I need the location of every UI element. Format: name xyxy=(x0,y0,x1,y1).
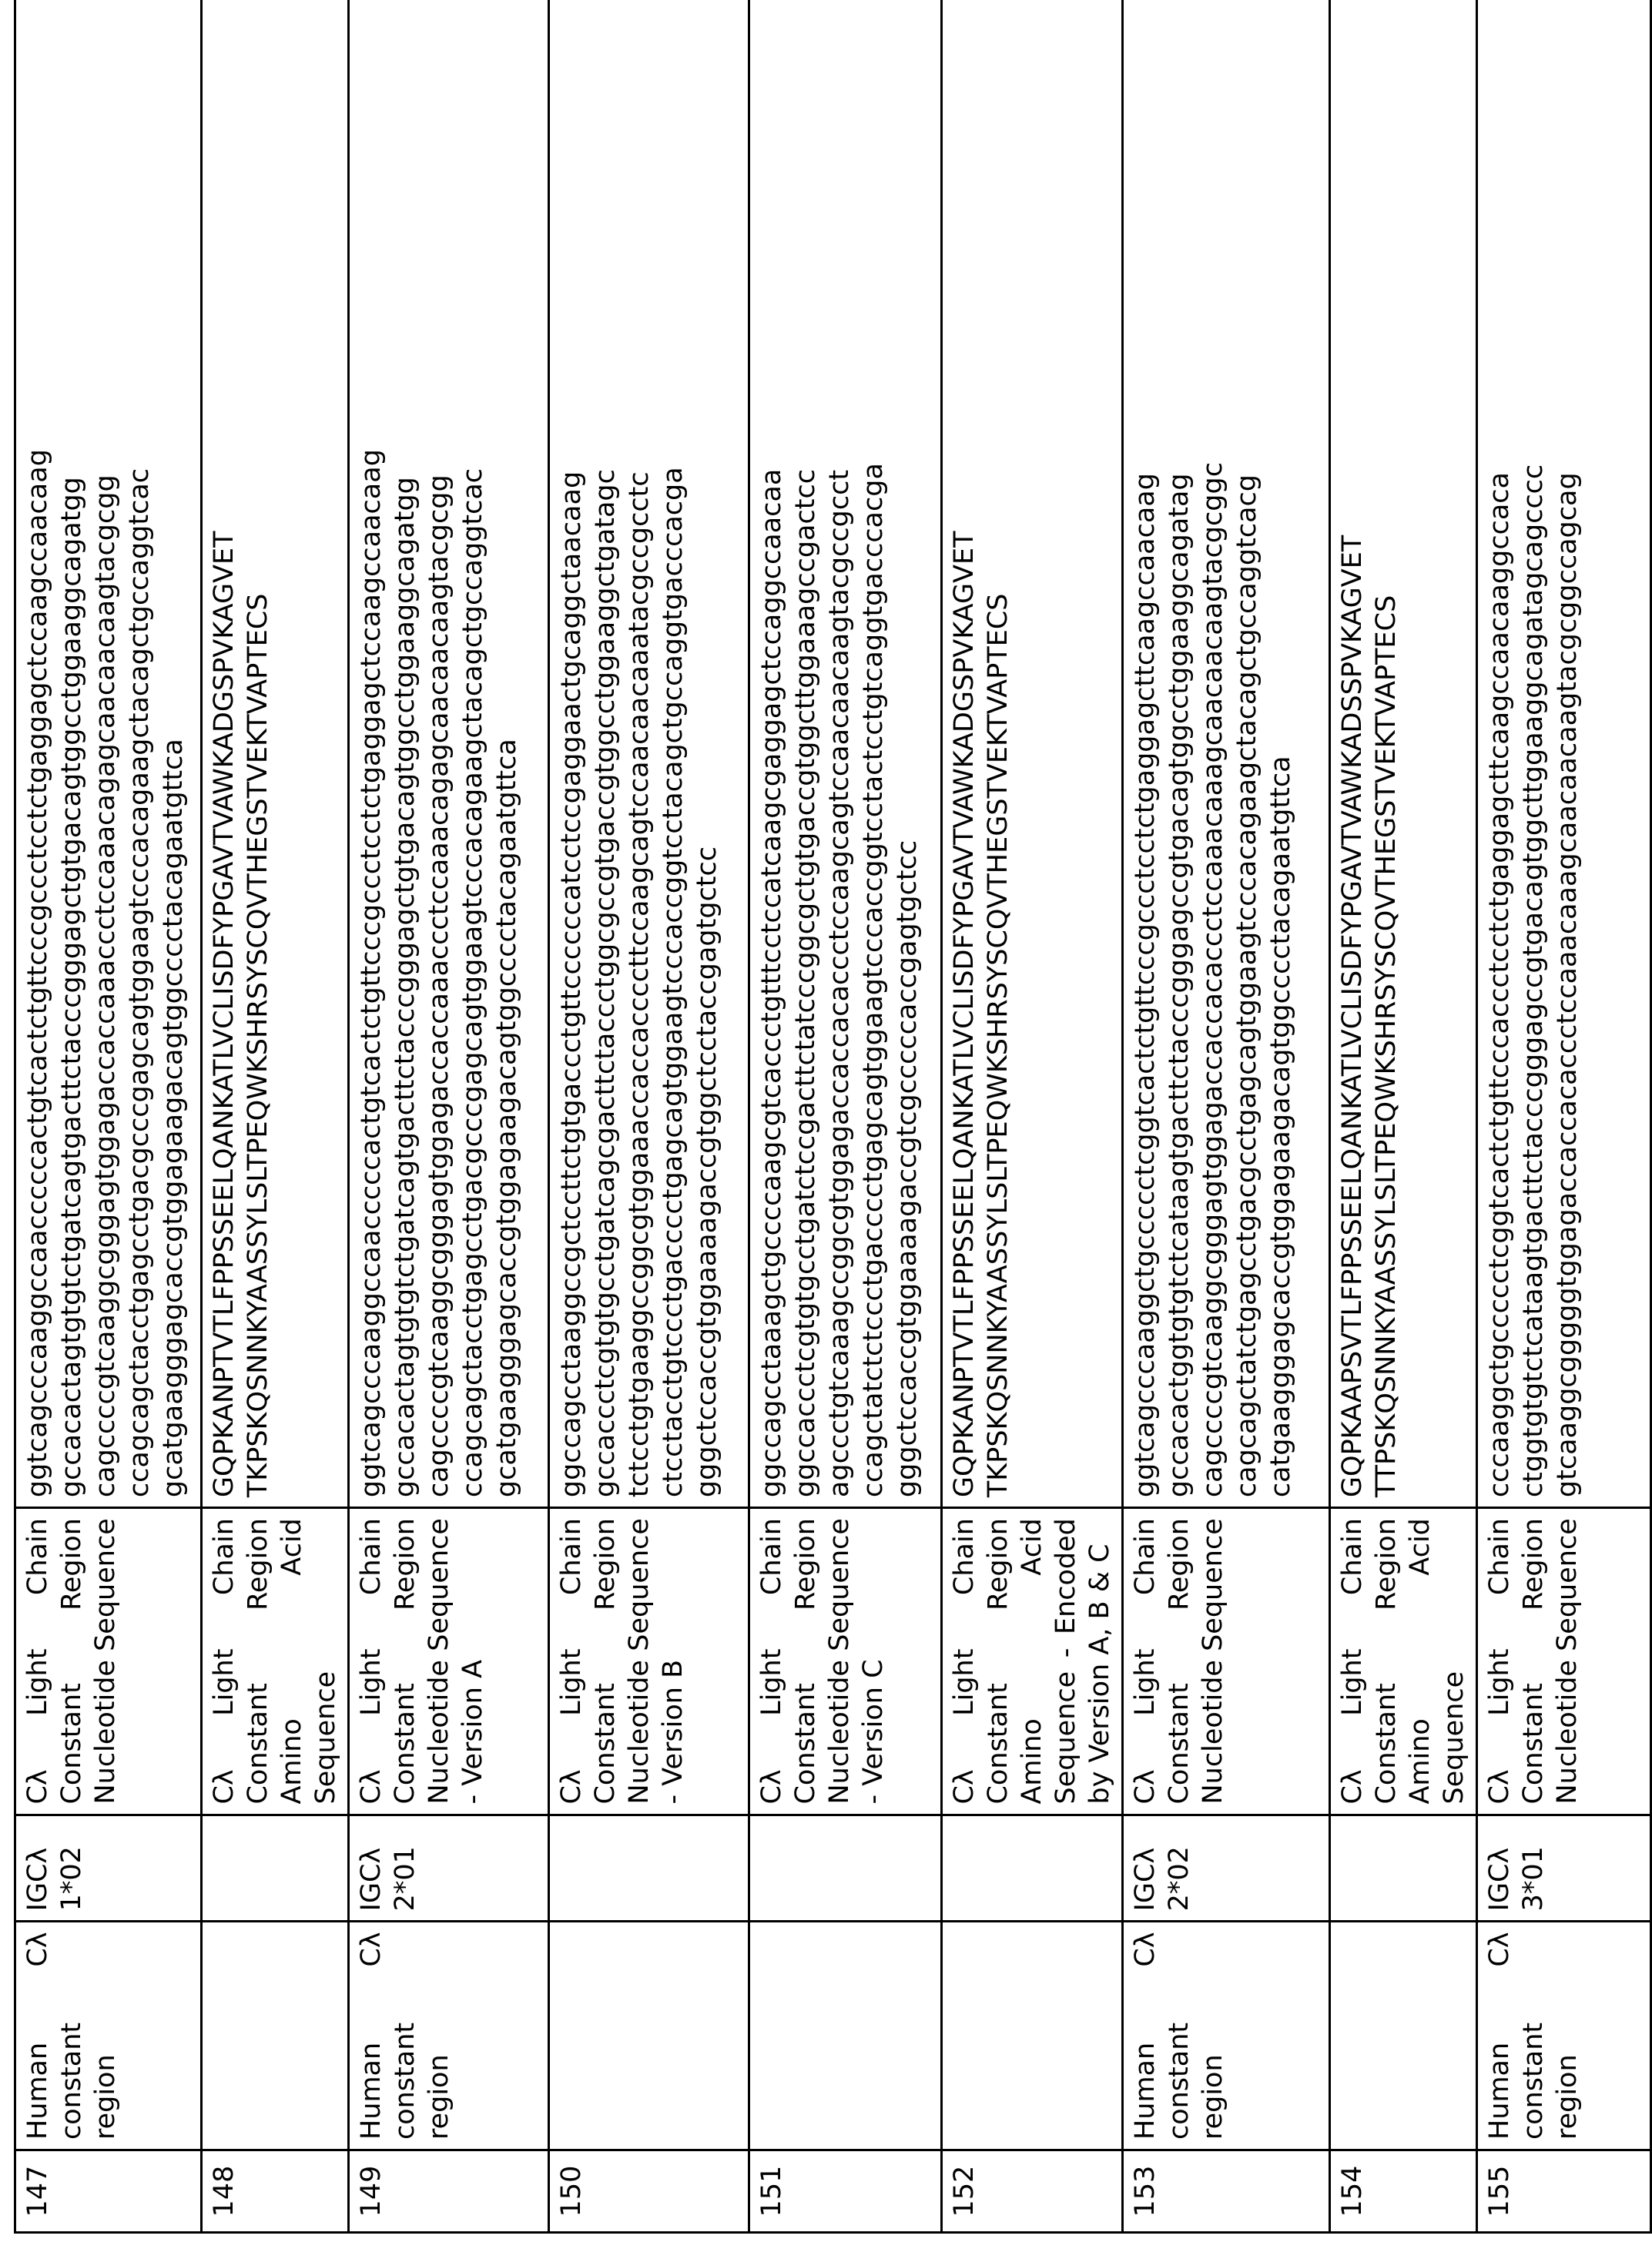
table-row xyxy=(349,0,549,2233)
gene-allele: IGCλ 1*02 xyxy=(15,1815,202,1922)
seq-id-number: 149 xyxy=(349,2150,549,2233)
sequence-line: TKPSKQSNNKYAASSYLSLTPEQWKSHRSYSCQVTHEGSTVEKTVAPTECS xyxy=(241,0,275,1497)
construct-name: Human Cλ constant region xyxy=(1123,1922,1330,2150)
sequence-line: ccagctatctctccctgacccctgagcagtggaagtcccaccggtcctactcctgtcaggtgacccacga xyxy=(856,0,890,1497)
sequence-line: cagcagctatctgagcctgacgcctgagcagtggaagtcccacagaagctacagctgccaggtcacg xyxy=(1230,0,1264,1497)
sequence-cell xyxy=(549,0,749,1508)
seq-id-number: 153 xyxy=(1123,2150,1330,2233)
sequence-cell xyxy=(749,0,942,1508)
sequence-line: catgaagggagcaccgtggagaagacagtggcccctacagaatgttca xyxy=(1264,0,1298,1497)
sequence-cell xyxy=(15,0,202,1508)
sequence-line: ctggtgtgtctcataagtgacttctacccgggagccgtgacagtggcttggaaggcagatagcagcccc xyxy=(1516,0,1550,1497)
sequence-line: ggccaccctcgtgtgcctgatctccgacttctatcccggcgctgtgaccgtggcttggaaagccgactcc xyxy=(789,0,823,1497)
gene-allele xyxy=(942,1815,1123,1922)
sequence-cell xyxy=(942,0,1123,1508)
sequence-line: ccagcagctacctgagcctgacgcccgagcagtggaagtcccacagaagctacagctgccaggtcac xyxy=(456,0,490,1497)
gene-allele: IGCλ 2*02 xyxy=(1123,1815,1330,1922)
sequence-line: gcatgaagggagcaccgtggagaagacagtggcccctacagaatgttca xyxy=(156,0,190,1497)
seq-id-number: 147 xyxy=(15,2150,202,2233)
construct-name xyxy=(749,1922,942,2150)
table-row xyxy=(942,0,1123,2233)
sequence-line: gccacactagtgtgtctgatcagtgacttctacccgggagctgtgacagtggcctggaaggcagatgg xyxy=(55,0,89,1497)
sequence-line: ggccagcctaaagctgccccaagcgtcaccctgtttcctccatcaagcgaggagctccaggccaacaa xyxy=(755,0,789,1497)
sequence-description: Cλ Light Chain Constant Region Amino Acid Sequence - Encoded by Version A, B & C xyxy=(942,1508,1123,1815)
seq-id-number: 155 xyxy=(1477,2150,1651,2233)
gene-allele: IGCλ 3*01 xyxy=(1477,1815,1651,1922)
table-row xyxy=(1123,0,1330,2233)
sequence-table xyxy=(14,0,1652,2234)
seq-id-number: 150 xyxy=(549,2150,749,2233)
sequence-line: ggtcagcccaaggctgccccctcggtcactctgttcccgccctcctctgaggagcttcaagccaacaag xyxy=(1128,0,1162,1497)
sequence-description: Cλ Light Chain Constant Region Nucleotide Sequence - Version B xyxy=(549,1508,749,1815)
sequence-line: TKPSKQSNNKYAASSYLSLTPEQWKSHRSYSCQVTHEGSTVEKTVAPTECS xyxy=(981,0,1015,1497)
sequence-description: Cλ Light Chain Constant Region Nucleotide Sequence - Version A xyxy=(349,1508,549,1815)
sequence-line: agccctgtcaaagccggcgtggagaccaccacaccctccaagcagtccaacaacaagtacgccgcct xyxy=(823,0,856,1497)
seq-id-number: 148 xyxy=(202,2150,349,2233)
sequence-description: Cλ Light Chain Constant Region Nucleotide Sequence xyxy=(1477,1508,1651,1815)
sequence-line: tctcctgtgaaggccggcgtggaaaccaccaccccttccaagcagtccaacaacaaatacgccgcctc xyxy=(622,0,656,1497)
sequence-description: Cλ Light Chain Constant Region Nucleotide Sequence xyxy=(15,1508,202,1815)
construct-name: Human Cλ constant region xyxy=(15,1922,202,2150)
sequence-line: gcatgaagggagcaccgtggagaagacagtggcccctacagaatgttca xyxy=(490,0,524,1497)
sequence-line: ggtcagcccaaggccaacccccactgtcactctgttcccgccctcctctgaggagctccaagccaacaag xyxy=(21,0,55,1497)
sequence-line: gccacactagtgtgtctgatcagtgacttctacccgggagctgtgacagtggcctggaaggcagatgg xyxy=(388,0,422,1497)
table-row xyxy=(549,0,749,2233)
sequence-line: gccacactggtgtgtctcataagtgacttctacccgggagccgtgacagtggcctggaaggcagatag xyxy=(1162,0,1196,1497)
sequence-description: Cλ Light Chain Constant Region Nucleotide Sequence xyxy=(1123,1508,1330,1815)
sequence-cell xyxy=(349,0,549,1508)
sequence-description: Cλ Light Chain Constant Region Amino Acid Sequence xyxy=(202,1508,349,1815)
construct-name xyxy=(202,1922,349,2150)
sequence-line: ccagcagctacctgagcctgacgcccgagcagtggaagtcccacagaagctacagctgccaggtcac xyxy=(122,0,156,1497)
table-row xyxy=(15,0,202,2233)
sequence-cell xyxy=(1330,0,1477,1508)
construct-name xyxy=(1330,1922,1477,2150)
sequence-line: gggctccaccgtggaaaagaccgtcgcccccaccgagtgctcc xyxy=(890,0,924,1497)
seq-id-number: 151 xyxy=(749,2150,942,2233)
gene-allele: IGCλ 2*01 xyxy=(349,1815,549,1922)
table-row xyxy=(1330,0,1477,2233)
sequence-description: Cλ Light Chain Constant Region Amino Acid Sequence xyxy=(1330,1508,1477,1815)
sequence-line: gggctccaccgtggaaaagaccgtggctcctaccgagtgctcc xyxy=(690,0,724,1497)
construct-name xyxy=(942,1922,1123,2150)
sequence-line: gccaccctcgtgtgcctgatcagcgacttctaccctggcgccgtgaccgtggcctggaaggctgatagc xyxy=(588,0,622,1497)
seq-id-number: 152 xyxy=(942,2150,1123,2233)
table-row xyxy=(1477,0,1651,2233)
sequence-line: GQPKANPTVTLFPPSSEELQANKATLVCLISDFYPGAVTVAWKADGSPVKAGVET xyxy=(947,0,981,1497)
sequence-line: cagccccgtcaaggcgggagtggagaccaccaaaccctccaaacagagcaacaacaagtacgcgg xyxy=(422,0,456,1497)
gene-allele xyxy=(749,1815,942,1922)
gene-allele xyxy=(202,1815,349,1922)
rotated-page xyxy=(14,0,1652,2234)
sequence-line: GQPKAAPSVTLFPPSSEELQANKATLVCLISDFYPGAVTVAWKADSSPVKAGVET xyxy=(1335,0,1369,1497)
gene-allele xyxy=(1330,1815,1477,1922)
table-row xyxy=(749,0,942,2233)
table-row xyxy=(202,0,349,2233)
sequence-line: GQPKANPTVTLFPPSSEELQANKATLVCLISDFYPGAVTVAWKADGSPVKAGVET xyxy=(207,0,241,1497)
sequence-line: cagccccgtcaaggcgggagtggagaccaccaaaccctccaaacagagcaacaacaagtacgcgg xyxy=(89,0,122,1497)
sequence-cell xyxy=(1123,0,1330,1508)
construct-name xyxy=(549,1922,749,2150)
gene-allele xyxy=(549,1815,749,1922)
sequence-description: Cλ Light Chain Constant Region Nucleotide Sequence - Version C xyxy=(749,1508,942,1815)
sequence-cell xyxy=(1477,0,1651,1508)
sequence-line: gtcaaggcgggggtggagaccaccacaccctccaaacaaagcaacaacaagtacgcggccagcag xyxy=(1550,0,1584,1497)
sequence-line: TTPSKQSNNKYAASSYLSLTPEQWKSHRSYSCQVTHEGSTVEKTVAPTECS xyxy=(1369,0,1403,1497)
sequence-line: ggtcagcccaaggccaacccccactgtcactctgttcccgccctcctctgaggagctccaagccaacaag xyxy=(354,0,388,1497)
sequence-line: cagccccgtcaaggcgggagtggagaccaccacaccctccaaacaaagcaacaacaagtacgcggc xyxy=(1196,0,1230,1497)
sequence-line: cccaaggctgccccctcggtcactctgttcccaccctcctctgaggagcttcaagccaacaaggccaca xyxy=(1483,0,1516,1497)
construct-name: Human Cλ constant region xyxy=(349,1922,549,2150)
sequence-cell xyxy=(202,0,349,1508)
construct-name: Human Cλ constant region xyxy=(1477,1922,1651,2150)
sequence-line: ctcctacctgtccctgacccctgagcagtggaagtcccaccggtcctacagctgccaggtgacccacga xyxy=(656,0,690,1497)
sequence-line: ggccagcctaaggccgctccttctgtgaccctgttccccccatcctccgaggaactgcaggctaacaag xyxy=(555,0,588,1497)
seq-id-number: 154 xyxy=(1330,2150,1477,2233)
